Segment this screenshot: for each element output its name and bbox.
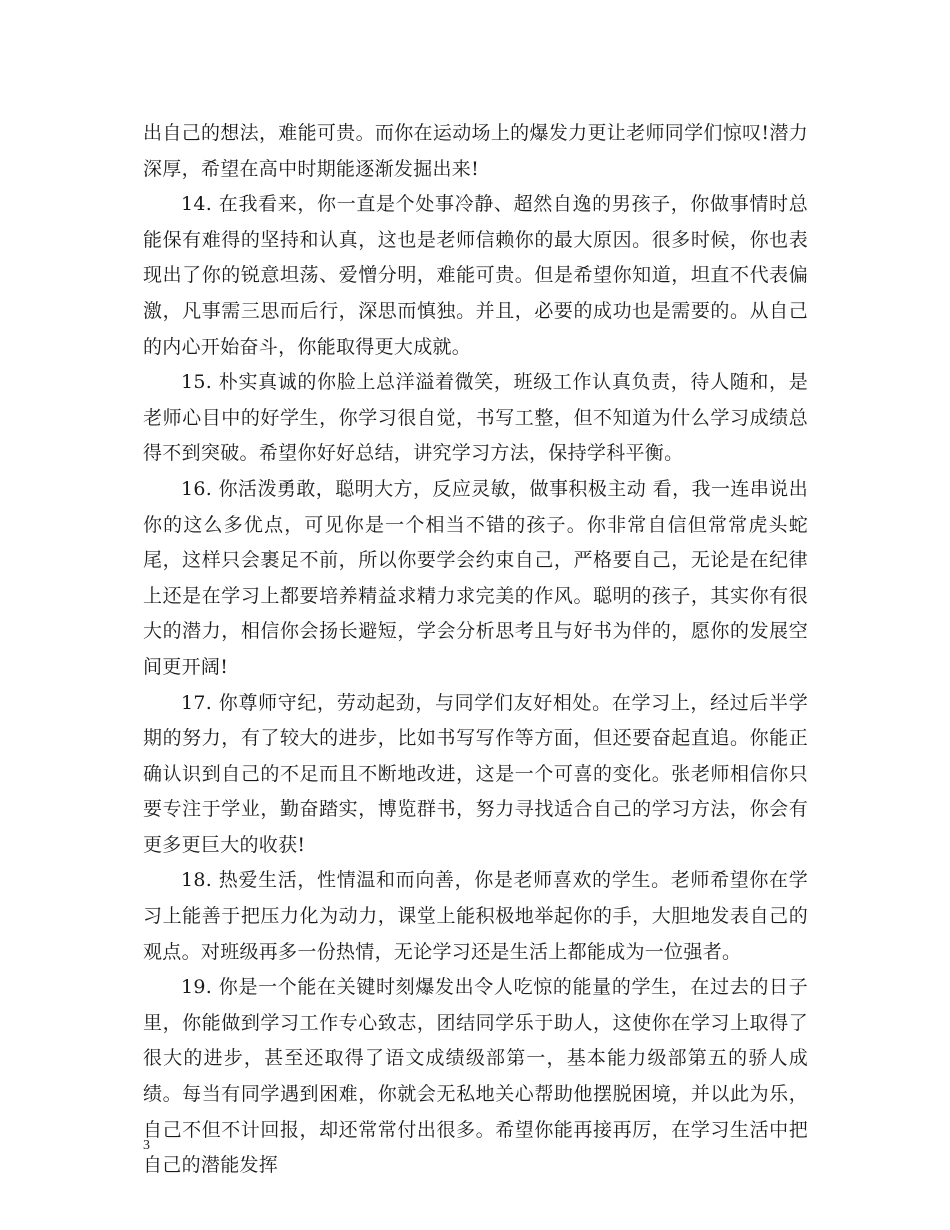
paragraph-comment-16: 16. 你活泼勇敢，聪明大方，反应灵敏，做事积极主动 看，我一连串说出你的这么多优点，可见你是一个相当不错的孩子。你非常自信但常常虎头蛇尾，这样只会裹足不前，所以你要学会约束自己，严格要自己，无论是在纪律上还是在学习上都要培养精益求精力求完美的作风。聪明的孩子，其实你有很大的潜力，相信你会扬长避短，学会分析思考且与好书为伴的，愿你的发展空间更开阔! — [143, 477, 808, 678]
paragraph-comment-17: 17. 你尊师守纪，劳动起劲，与同学们友好相处。在学习上，经过后半学期的努力，有了较大的进步，比如书写写作等方面，但还要奋起直追。你能正确认识到自己的不足而且不断地改进，这是一个可喜的变化。张老师相信你只要专注于学业，勤奋踏实，博览群书，努力寻找适合自己的学习方法，你会有更多更巨大的收获! — [143, 691, 808, 856]
paragraph-comment-15: 15. 朴实真诚的你脸上总洋溢着微笑，班级工作认真负责，待人随和，是老师心目中的好学生，你学习很自觉，书写工整，但不知道为什么学习成绩总得不到突破。希望你好好总结，讲究学习方法，保持学科平衡。 — [143, 371, 808, 465]
paragraph-continuation: 出自己的想法，难能可贵。而你在运动场上的爆发力更让老师同学们惊叹!潜力深厚，希望在高中时期能逐渐发掘出来! — [143, 122, 808, 180]
document-body — [143, 116, 808, 1184]
paragraph-comment-18: 18. 热爱生活，性情温和而向善，你是老师喜欢的学生。老师希望你在学习上能善于把压力化为动力，课堂上能积极地举起你的手，大胆地发表自己的观点。对班级再多一份热情，无论学习还是生活上都能成为一位强者。 — [143, 869, 808, 963]
paragraph-comment-19: 19. 你是一个能在关键时刻爆发出令人吃惊的能量的学生，在过去的日子里，你能做到学习工作专心致志，团结同学乐于助人，这使你在学习上取得了很大的进步，甚至还取得了语文成绩级部第一，基本能力级部第五的骄人成绩。每当有同学遇到困难，你就会无私地关心帮助他摆脱困境，并以此为乐，自己不但不计回报，却还常常付出很多。希望你能再接再厉，在学习生活中把自己的潜能发挥 — [143, 976, 808, 1177]
page-number: 3 — [143, 1138, 150, 1153]
paragraph-comment-14: 14. 在我看来，你一直是个处事冷静、超然自逸的男孩子，你做事情时总能保有难得的坚持和认真，这也是老师信赖你的最大原因。很多时候，你也表现出了你的锐意坦荡、爱憎分明，难能可贵。但是希望你知道，坦直不代表偏激，凡事需三思而后行，深思而慎独。并且，必要的成功也是需要的。从自己的内心开始奋斗，你能取得更大成就。 — [143, 193, 808, 358]
